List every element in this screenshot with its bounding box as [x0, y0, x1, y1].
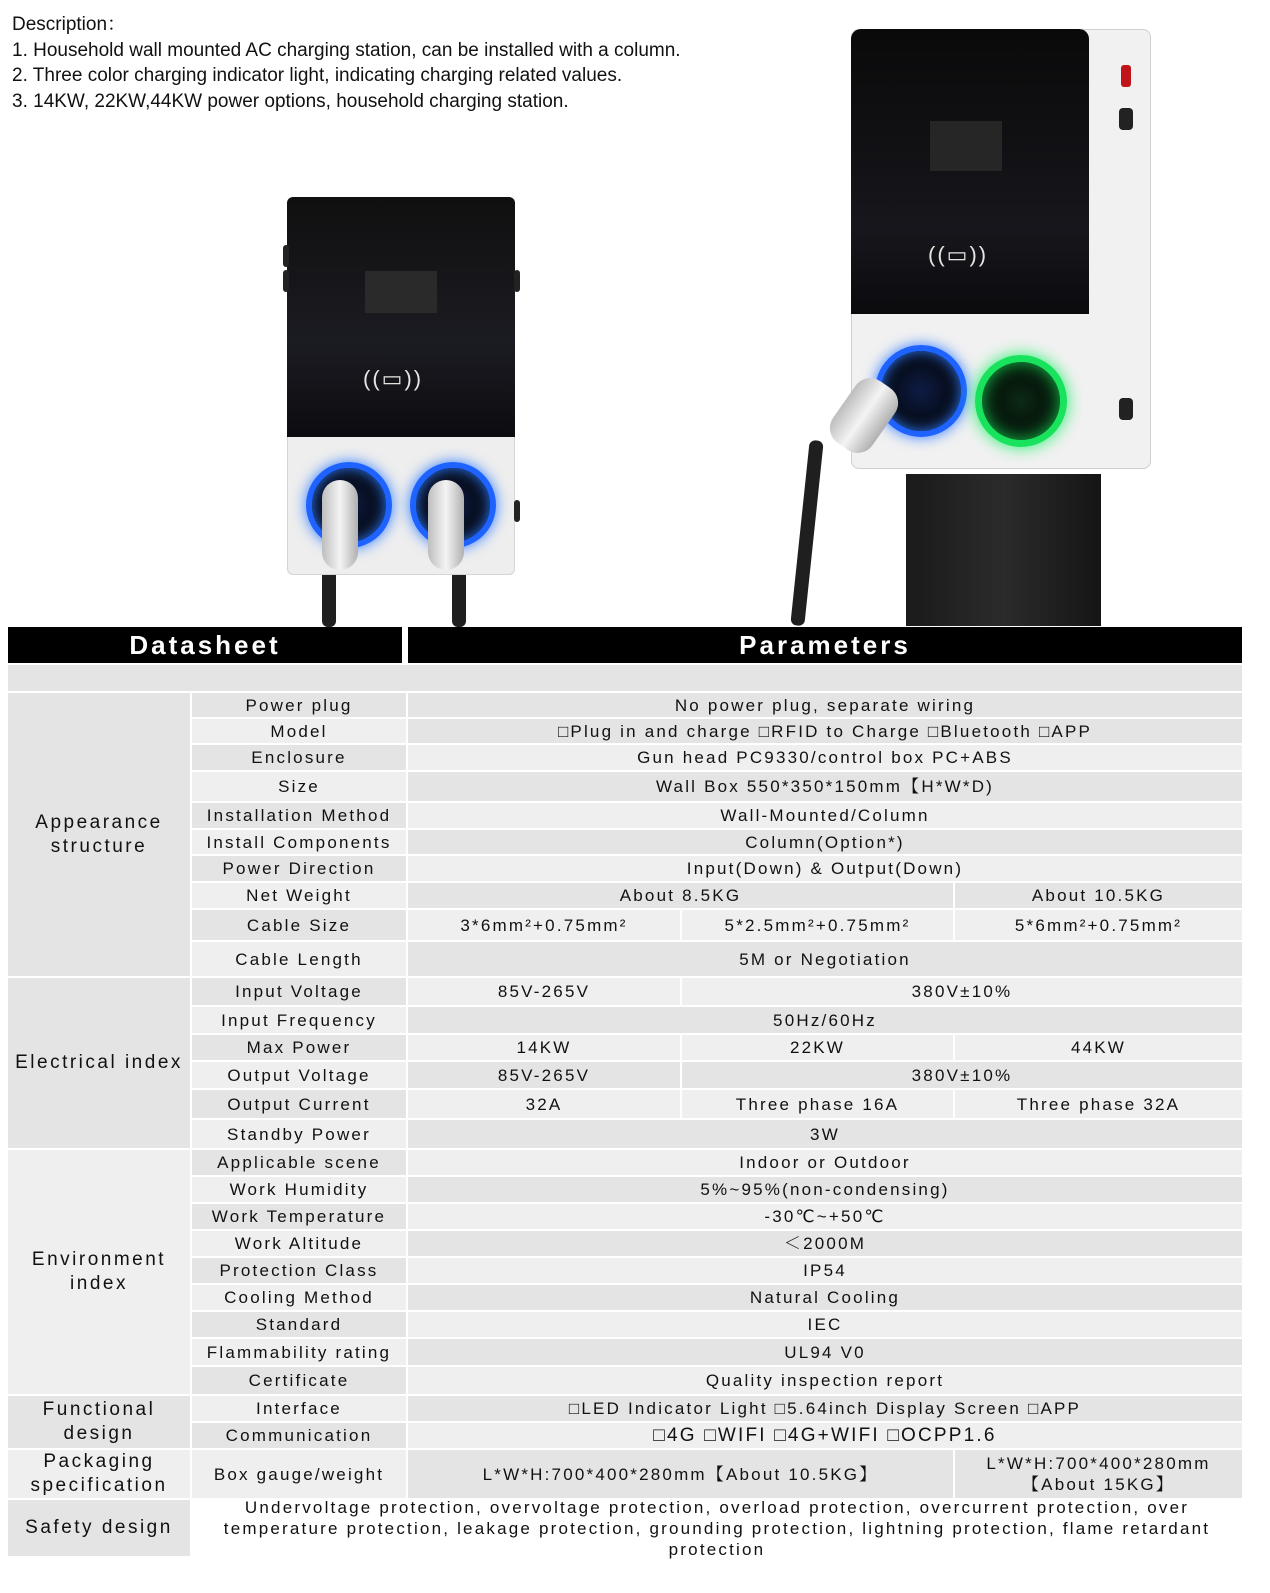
row-value: 5*6mm²+0.75mm²	[955, 910, 1242, 940]
description-line-1: 1. Household wall mounted AC charging station, can be installed with a column.	[12, 39, 681, 61]
row-label: Communication	[192, 1423, 406, 1448]
row-value: 5%~95%(non-condensing)	[408, 1177, 1242, 1202]
side-button	[283, 245, 289, 267]
category-packaging: Packaging specification	[8, 1450, 190, 1498]
row-label: Cooling Method	[192, 1285, 406, 1310]
row-value: IP54	[408, 1258, 1242, 1283]
row-value: 14KW	[408, 1035, 680, 1060]
row-value: 32A	[408, 1090, 680, 1118]
charging-cable	[790, 440, 823, 626]
category-environment: Environment index	[8, 1150, 190, 1394]
row-label: Cable Size	[192, 910, 406, 940]
row-value: 44KW	[955, 1035, 1242, 1060]
row-value: Three phase 16A	[682, 1090, 953, 1118]
row-label: Installation Method	[192, 803, 406, 828]
emergency-stop	[1121, 65, 1131, 87]
category-electrical: Electrical index	[8, 978, 190, 1148]
row-value: Wall Box 550*350*150mm【H*W*D)	[408, 772, 1242, 801]
row-value: 85V-265V	[408, 978, 680, 1005]
row-label: Work Altitude	[192, 1231, 406, 1256]
description-heading: Description：	[12, 14, 127, 35]
row-value: No power plug, separate wiring	[408, 693, 1242, 717]
status-indicator-ring	[975, 355, 1067, 447]
row-label: Certificate	[192, 1367, 406, 1394]
row-label: Standard	[192, 1312, 406, 1337]
side-knob	[1119, 398, 1133, 420]
row-value: Wall-Mounted/Column	[408, 803, 1242, 828]
row-label: Interface	[192, 1396, 406, 1421]
row-value: 50Hz/60Hz	[408, 1007, 1242, 1033]
row-value: Quality inspection report	[408, 1367, 1242, 1394]
row-value: □Plug in and charge □RFID to Charge □Bluetooth □APP	[408, 719, 1242, 743]
row-label: Max Power	[192, 1035, 406, 1060]
row-label: Flammability rating	[192, 1339, 406, 1365]
row-label: Protection Class	[192, 1258, 406, 1283]
row-label: Enclosure	[192, 745, 406, 770]
rfid-icon: ((▭))	[363, 366, 424, 391]
row-value: IEC	[408, 1312, 1242, 1337]
row-value: ＜2000M	[408, 1231, 1242, 1256]
category-safety: Safety design	[8, 1500, 190, 1556]
row-value: UL94 V0	[408, 1339, 1242, 1365]
wallbox-dual-glass-panel	[287, 197, 515, 437]
header-datasheet: Datasheet	[8, 627, 402, 663]
row-label: Power plug	[192, 693, 406, 717]
charging-gun	[428, 480, 464, 570]
row-label: Install Components	[192, 830, 406, 854]
category-appearance: Appearance structure	[8, 693, 190, 976]
row-value: -30℃~+50℃	[408, 1204, 1242, 1229]
rfid-icon: ((▭))	[928, 242, 989, 267]
row-label: Work Temperature	[192, 1204, 406, 1229]
display-screen	[365, 271, 437, 313]
row-value: Indoor or Outdoor	[408, 1150, 1242, 1175]
row-value: L*W*H:700*400*280mm 【About 15KG】	[955, 1450, 1242, 1498]
row-value: 3W	[408, 1120, 1242, 1148]
side-button	[514, 270, 520, 292]
row-label: Output Voltage	[192, 1062, 406, 1088]
row-label: Power Direction	[192, 856, 406, 881]
row-value: Gun head PC9330/control box PC+ABS	[408, 745, 1242, 770]
display-screen	[930, 121, 1002, 171]
column-pillar	[906, 474, 1101, 626]
row-label: Applicable scene	[192, 1150, 406, 1175]
row-value: About 8.5KG	[408, 883, 953, 908]
column-station-glass-panel	[851, 29, 1089, 314]
row-value: 22KW	[682, 1035, 953, 1060]
row-value: 5*2.5mm²+0.75mm²	[682, 910, 953, 940]
description	[12, 12, 692, 114]
row-label: Input Voltage	[192, 978, 406, 1005]
description-line-2: 2. Three color charging indicator light, indicating charging related values.	[12, 65, 623, 86]
row-label: Net Weight	[192, 883, 406, 908]
spacer-row	[8, 665, 1242, 691]
category-functional: Functional design	[8, 1396, 190, 1448]
row-value: □LED Indicator Light □5.64inch Display Screen □APP	[408, 1396, 1242, 1421]
row-value: Input(Down) & Output(Down)	[408, 856, 1242, 881]
header-parameters: Parameters	[408, 627, 1242, 663]
row-value: Undervoltage protection, overvoltage protection, overload protection, overcurrent protection, over temperature protection, leakage protection, grounding protection, lightning protection, flame retardant protection	[192, 1500, 1242, 1556]
side-knob	[1119, 108, 1133, 130]
row-label: Output Current	[192, 1090, 406, 1118]
charging-gun	[322, 480, 358, 570]
row-value: Natural Cooling	[408, 1285, 1242, 1310]
row-label: Work Humidity	[192, 1177, 406, 1202]
row-label: Cable Length	[192, 942, 406, 976]
description-line-3: 3. 14KW, 22KW,44KW power options, household charging station.	[12, 90, 569, 112]
side-button	[514, 500, 520, 522]
row-value: 3*6mm²+0.75mm²	[408, 910, 680, 940]
row-value: 85V-265V	[408, 1062, 680, 1088]
row-value: 380V±10%	[682, 978, 1242, 1005]
row-value: Column(Option*)	[408, 830, 1242, 854]
row-label: Standby Power	[192, 1120, 406, 1148]
row-label: Box gauge/weight	[192, 1450, 406, 1498]
side-button	[283, 270, 289, 292]
row-value: 5M or Negotiation	[408, 942, 1242, 976]
row-value: About 10.5KG	[955, 883, 1242, 908]
row-label: Input Frequency	[192, 1007, 406, 1033]
row-value: □4G □WIFI □4G+WIFI □OCPP1.6	[408, 1423, 1242, 1448]
row-value: 380V±10%	[682, 1062, 1242, 1088]
row-label: Size	[192, 772, 406, 801]
row-label: Model	[192, 719, 406, 743]
row-value: Three phase 32A	[955, 1090, 1242, 1118]
row-value: L*W*H:700*400*280mm【About 10.5KG】	[408, 1450, 953, 1498]
